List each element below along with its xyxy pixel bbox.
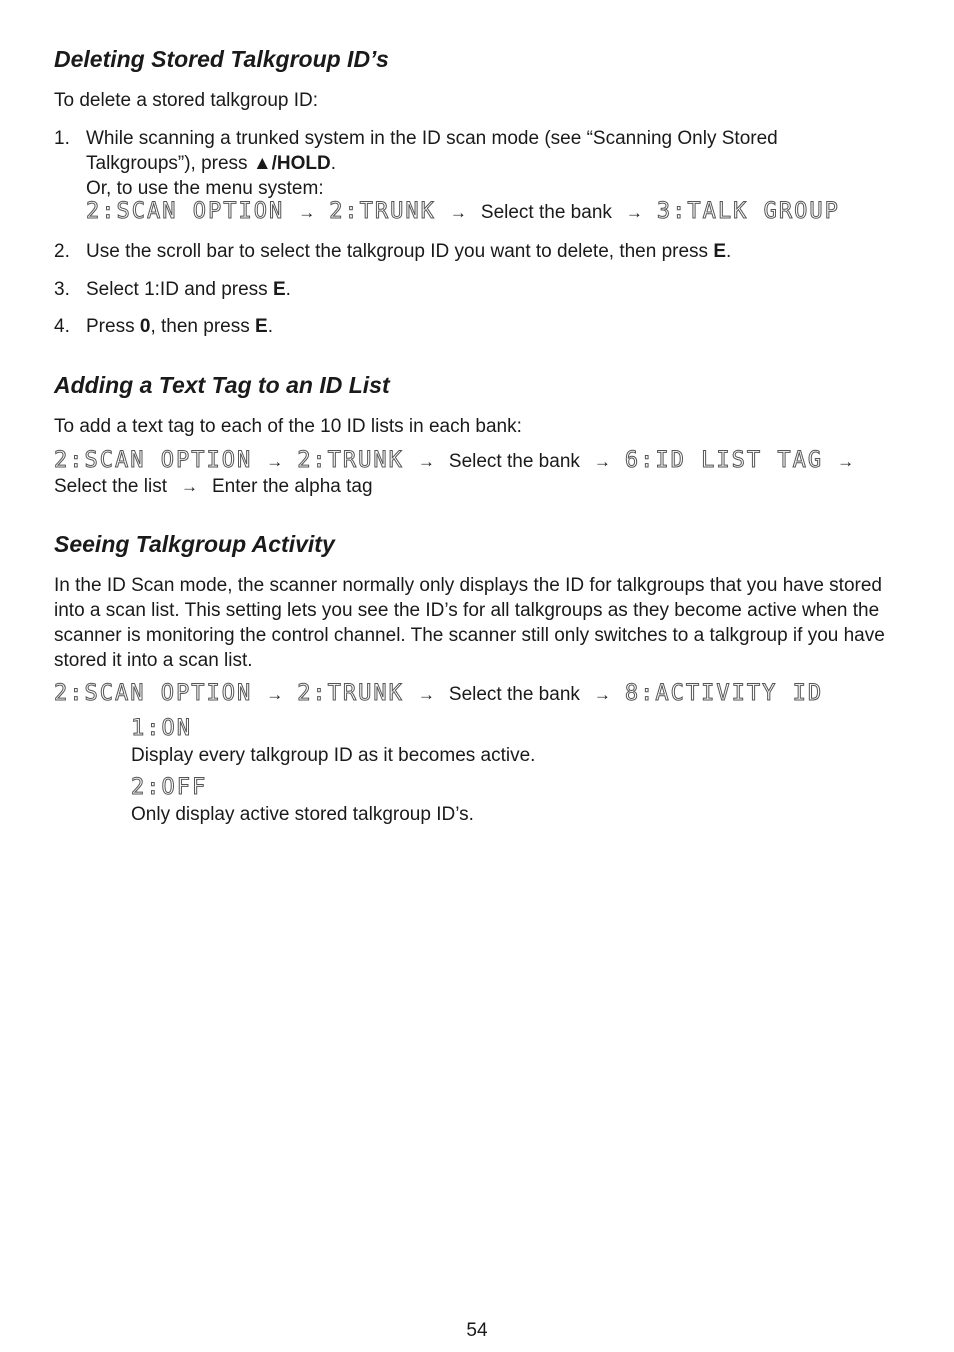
step-text-part: Press bbox=[86, 316, 140, 337]
arrow-icon: → bbox=[417, 685, 435, 704]
menu-step-text: Select the bank bbox=[448, 684, 580, 705]
key-label: E bbox=[272, 279, 286, 300]
arrow-icon: → bbox=[837, 452, 855, 471]
option-code-off bbox=[131, 775, 207, 801]
step-text: While scanning a trunked system in the ID scan mode (see “Scanning Only Stored bbox=[86, 128, 778, 149]
step-number: 4. bbox=[54, 316, 70, 337]
step-text bbox=[86, 277, 291, 302]
step-text-part: . bbox=[267, 316, 273, 337]
lcd-menu-item: 2:SCAN OPTION bbox=[54, 681, 253, 706]
section-intro-text-tag: To add a text tag to each of the 10 ID lists in each bank: bbox=[54, 416, 522, 437]
menu-step-text: Select the list bbox=[54, 476, 167, 497]
arrow-icon: → bbox=[266, 685, 284, 704]
lcd-menu-item: 2:TRUNK bbox=[297, 681, 404, 706]
arrow-icon: → bbox=[266, 452, 284, 471]
arrow-icon: → bbox=[449, 203, 467, 222]
step-text: Or, to use the menu system: bbox=[86, 178, 324, 199]
key-label: E bbox=[713, 241, 727, 262]
arrow-icon: → bbox=[625, 203, 643, 222]
arrow-icon: → bbox=[298, 203, 316, 222]
hold-key-label: ▲/HOLD bbox=[252, 153, 331, 174]
lcd-menu-item: 3:TALK GROUP bbox=[656, 199, 840, 224]
lcd-menu-item: 2:SCAN OPTION bbox=[86, 199, 285, 224]
lcd-menu-item: 2:TRUNK bbox=[329, 199, 436, 224]
step-text-part: , then press bbox=[150, 316, 255, 337]
option-desc-off: Only display active stored talkgroup ID’s. bbox=[131, 804, 474, 825]
arrow-icon: → bbox=[181, 477, 198, 496]
step-number: 3. bbox=[54, 279, 70, 300]
step-text-part: . bbox=[330, 153, 337, 174]
step-number: 1. bbox=[54, 128, 70, 149]
step-text bbox=[86, 151, 336, 176]
step-number: 2. bbox=[54, 241, 70, 262]
step-text bbox=[86, 239, 731, 264]
step-text-part: Select 1:ID and press bbox=[86, 279, 273, 300]
menu-path bbox=[86, 199, 840, 225]
step-text-part: . bbox=[726, 241, 732, 262]
option-code-on bbox=[131, 716, 192, 742]
lcd-menu-item: 2:TRUNK bbox=[297, 448, 404, 473]
arrow-icon: → bbox=[593, 685, 611, 704]
section-title-text-tag: Adding a Text Tag to an ID List bbox=[54, 372, 390, 398]
step-text-part: . bbox=[285, 279, 291, 300]
menu-step-text: Select the bank bbox=[448, 451, 580, 472]
key-label: E bbox=[255, 316, 268, 337]
lcd-option: 2:OFF bbox=[131, 775, 208, 800]
step-text-part: Use the scroll bar to select the talkgroup ID you want to delete, then press bbox=[86, 241, 714, 262]
lcd-menu-item: 6:ID LIST TAG bbox=[624, 448, 824, 473]
section-intro-deleting: To delete a stored talkgroup ID: bbox=[54, 90, 319, 111]
section-title-deleting: Deleting Stored Talkgroup ID’s bbox=[54, 46, 389, 72]
lcd-menu-item: 8:ACTIVITY ID bbox=[624, 681, 824, 706]
menu-step-text: Select the bank bbox=[480, 202, 612, 223]
menu-path bbox=[54, 681, 823, 707]
arrow-icon: → bbox=[417, 452, 435, 471]
menu-path-continued bbox=[54, 474, 373, 499]
step-text-part: Talkgroups”), press bbox=[86, 153, 253, 174]
section-body-activity: In the ID Scan mode, the scanner normally only displays the ID for talkgroups that you have stored into a scan list. This setting lets you see the ID’s for all talkgroups as they become active when the scanner is monitoring the control channel. The scanner still only switches to a talkgroup if you have stored it into a scan list. bbox=[54, 575, 885, 671]
option-desc-on: Display every talkgroup ID as it becomes active. bbox=[131, 745, 536, 766]
page-number: 54 bbox=[466, 1320, 488, 1341]
lcd-menu-item: 2:SCAN OPTION bbox=[54, 448, 253, 473]
section-title-activity: Seeing Talkgroup Activity bbox=[54, 531, 335, 557]
arrow-icon: → bbox=[593, 452, 611, 471]
menu-step-text: Enter the alpha tag bbox=[212, 476, 373, 497]
step-text bbox=[86, 314, 273, 339]
lcd-option: 1:ON bbox=[131, 716, 192, 741]
key-label: 0 bbox=[139, 316, 151, 337]
menu-path bbox=[54, 448, 868, 474]
